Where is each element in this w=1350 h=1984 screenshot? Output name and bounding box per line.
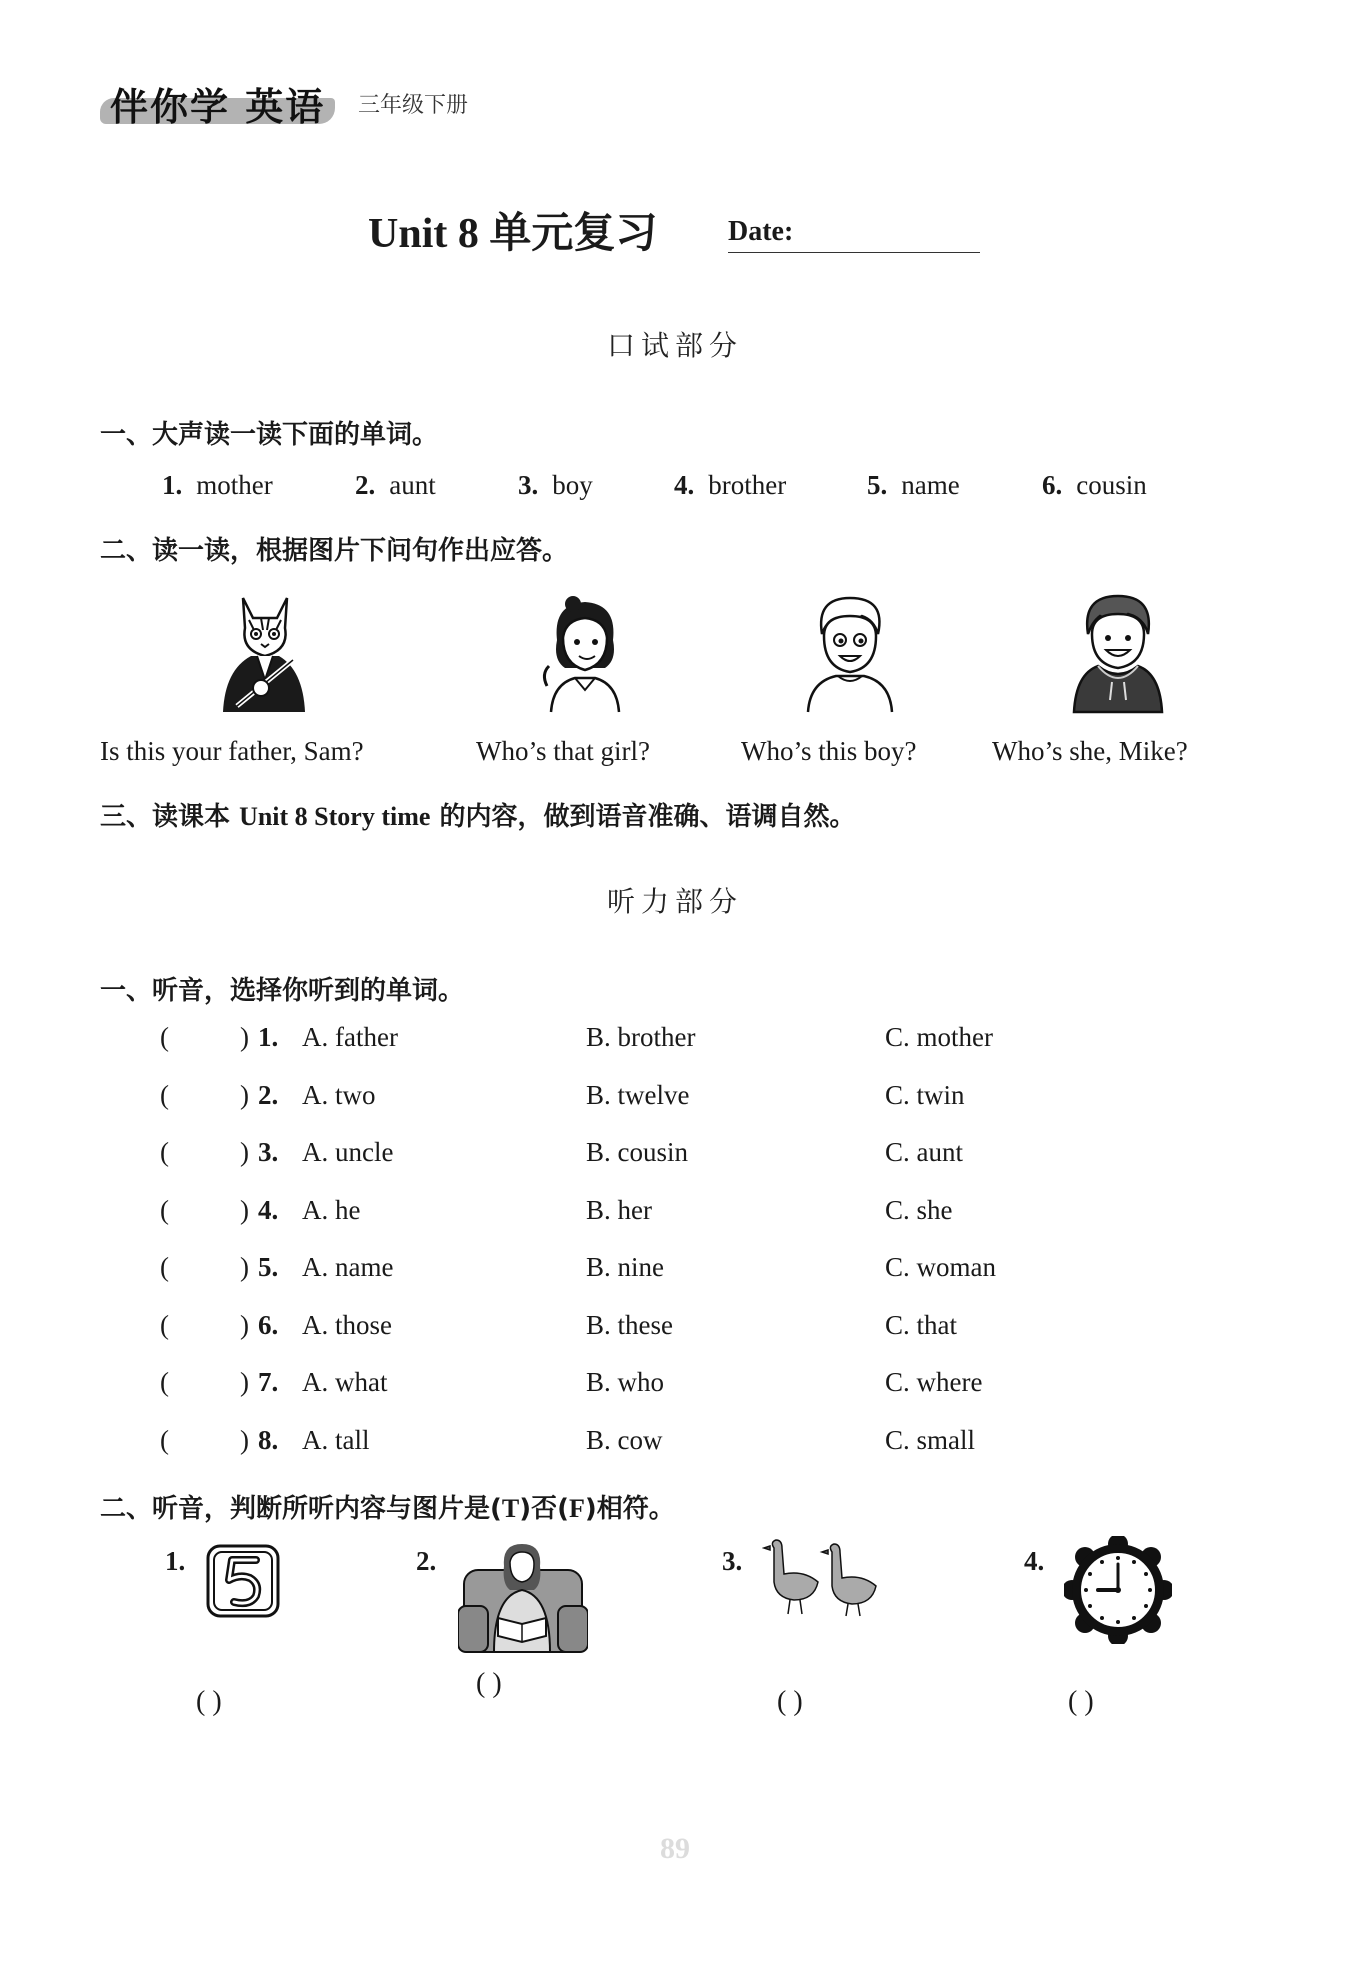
question-number: 7. <box>258 1367 279 1397</box>
answer-paren-close: ) <box>240 1194 249 1225</box>
option-c: C. small <box>885 1424 976 1455</box>
answer-paren-close: ) <box>240 1367 249 1397</box>
boy-picture <box>800 590 900 715</box>
date-label: Date: <box>728 216 794 247</box>
woman-reading-picture <box>458 1540 588 1654</box>
question-number: 6. <box>258 1309 279 1340</box>
option-b: B. nine <box>586 1252 664 1282</box>
option-b: B. twelve <box>586 1079 690 1110</box>
option-c: C. that <box>885 1309 957 1340</box>
option-b: B. cow <box>586 1424 663 1455</box>
oral-part-title: 口试部分 <box>606 329 743 362</box>
answer-paren-open[interactable]: ( <box>160 1022 169 1052</box>
unit-title: Unit 8 单元复习 <box>368 211 658 257</box>
option-a: A. what <box>302 1367 388 1397</box>
option-c: C. twin <box>885 1079 965 1110</box>
boy-hoodie-picture <box>1068 590 1168 715</box>
answer-paren-open[interactable]: ( <box>160 1137 169 1167</box>
option-a: A. father <box>302 1022 398 1052</box>
picture-question-2: Who’s that girl? <box>476 736 650 766</box>
option-c: C. she <box>885 1194 953 1225</box>
oral-section3-heading: 三、读课本 Unit 8 Story time 的内容，做到语音准确、语调自然。 <box>100 802 856 832</box>
option-c: C. mother <box>885 1022 993 1052</box>
answer-paren-close: ) <box>240 1022 249 1052</box>
answer-paren-open[interactable]: ( <box>160 1079 169 1110</box>
answer-paren-open[interactable]: ( <box>160 1424 169 1455</box>
page-number: 89 <box>660 1832 690 1865</box>
option-b: B. brother <box>586 1022 696 1052</box>
word-item: 3. boy <box>518 470 593 500</box>
option-c: C. where <box>885 1367 983 1397</box>
option-a: A. he <box>302 1194 361 1225</box>
answer-paren-open[interactable]: ( <box>160 1194 169 1225</box>
option-b: B. who <box>586 1367 665 1397</box>
listening-section1-heading: 一、听音，选择你听到的单词。 <box>100 976 465 1006</box>
tf-item-number: 3. <box>722 1546 743 1576</box>
pictures-row <box>0 590 1350 720</box>
answer-paren-close: ) <box>240 1424 249 1455</box>
picture-question-4: Who’s she, Mike? <box>992 736 1188 766</box>
tf-item-number: 1. <box>165 1546 186 1576</box>
number-five-picture <box>204 1542 282 1620</box>
option-a: A. uncle <box>302 1137 394 1167</box>
word-item: 5. name <box>867 470 960 500</box>
option-b: B. these <box>586 1309 673 1340</box>
tf-answer-blank[interactable]: ( ) <box>476 1668 502 1699</box>
question-number: 1. <box>258 1022 279 1052</box>
two-geese-picture <box>762 1538 894 1618</box>
answer-paren-close: ) <box>240 1252 249 1282</box>
option-a: A. tall <box>302 1424 370 1455</box>
word-item: 4. brother <box>674 470 787 500</box>
option-a: A. those <box>302 1309 392 1340</box>
answer-paren-close: ) <box>240 1309 249 1340</box>
option-a: A. two <box>302 1079 376 1110</box>
option-b: B. her <box>586 1194 652 1225</box>
tf-item-number: 4. <box>1024 1546 1045 1576</box>
oral-section2-heading: 二、读一读，根据图片下问句作出应答。 <box>100 536 569 566</box>
grade-label: 三年级下册 <box>358 93 469 118</box>
cat-with-stick-picture <box>215 590 315 715</box>
oral-section1-heading: 一、大声读一读下面的单词。 <box>100 420 439 450</box>
listening-part-title: 听力部分 <box>606 885 743 918</box>
question-number: 2. <box>258 1079 279 1110</box>
tf-answer-blank[interactable]: ( ) <box>777 1686 803 1717</box>
tf-item-number: 2. <box>416 1546 437 1576</box>
answer-paren-open[interactable]: ( <box>160 1367 169 1397</box>
option-b: B. cousin <box>586 1137 689 1167</box>
tf-answer-blank[interactable]: ( ) <box>1068 1686 1094 1717</box>
word-item: 6. cousin <box>1042 470 1147 500</box>
word-list <box>162 470 1202 501</box>
girl-picture <box>535 590 635 715</box>
date-blank-line <box>728 252 980 253</box>
word-item: 1. mother <box>162 470 273 500</box>
answer-paren-close: ) <box>240 1137 249 1167</box>
answer-paren-close: ) <box>240 1079 249 1110</box>
question-number: 5. <box>258 1252 279 1282</box>
picture-question-1: Is this your father, Sam? <box>100 736 364 766</box>
picture-question-3: Who’s this boy? <box>741 736 917 766</box>
option-c: C. woman <box>885 1252 996 1282</box>
clock-picture <box>1064 1536 1172 1644</box>
option-a: A. name <box>302 1252 394 1282</box>
listening-section2-heading: 二、听音，判断所听内容与图片是(T)否(F)相符。 <box>100 1494 675 1524</box>
question-number: 3. <box>258 1137 279 1167</box>
answer-paren-open[interactable]: ( <box>160 1252 169 1282</box>
question-number: 4. <box>258 1194 279 1225</box>
option-c: C. aunt <box>885 1137 963 1167</box>
tf-answer-blank[interactable]: ( ) <box>196 1686 222 1717</box>
question-number: 8. <box>258 1424 279 1455</box>
answer-paren-open[interactable]: ( <box>160 1309 169 1340</box>
word-item: 2. aunt <box>355 470 436 500</box>
logo-text: 伴你学 英语 <box>110 85 326 129</box>
